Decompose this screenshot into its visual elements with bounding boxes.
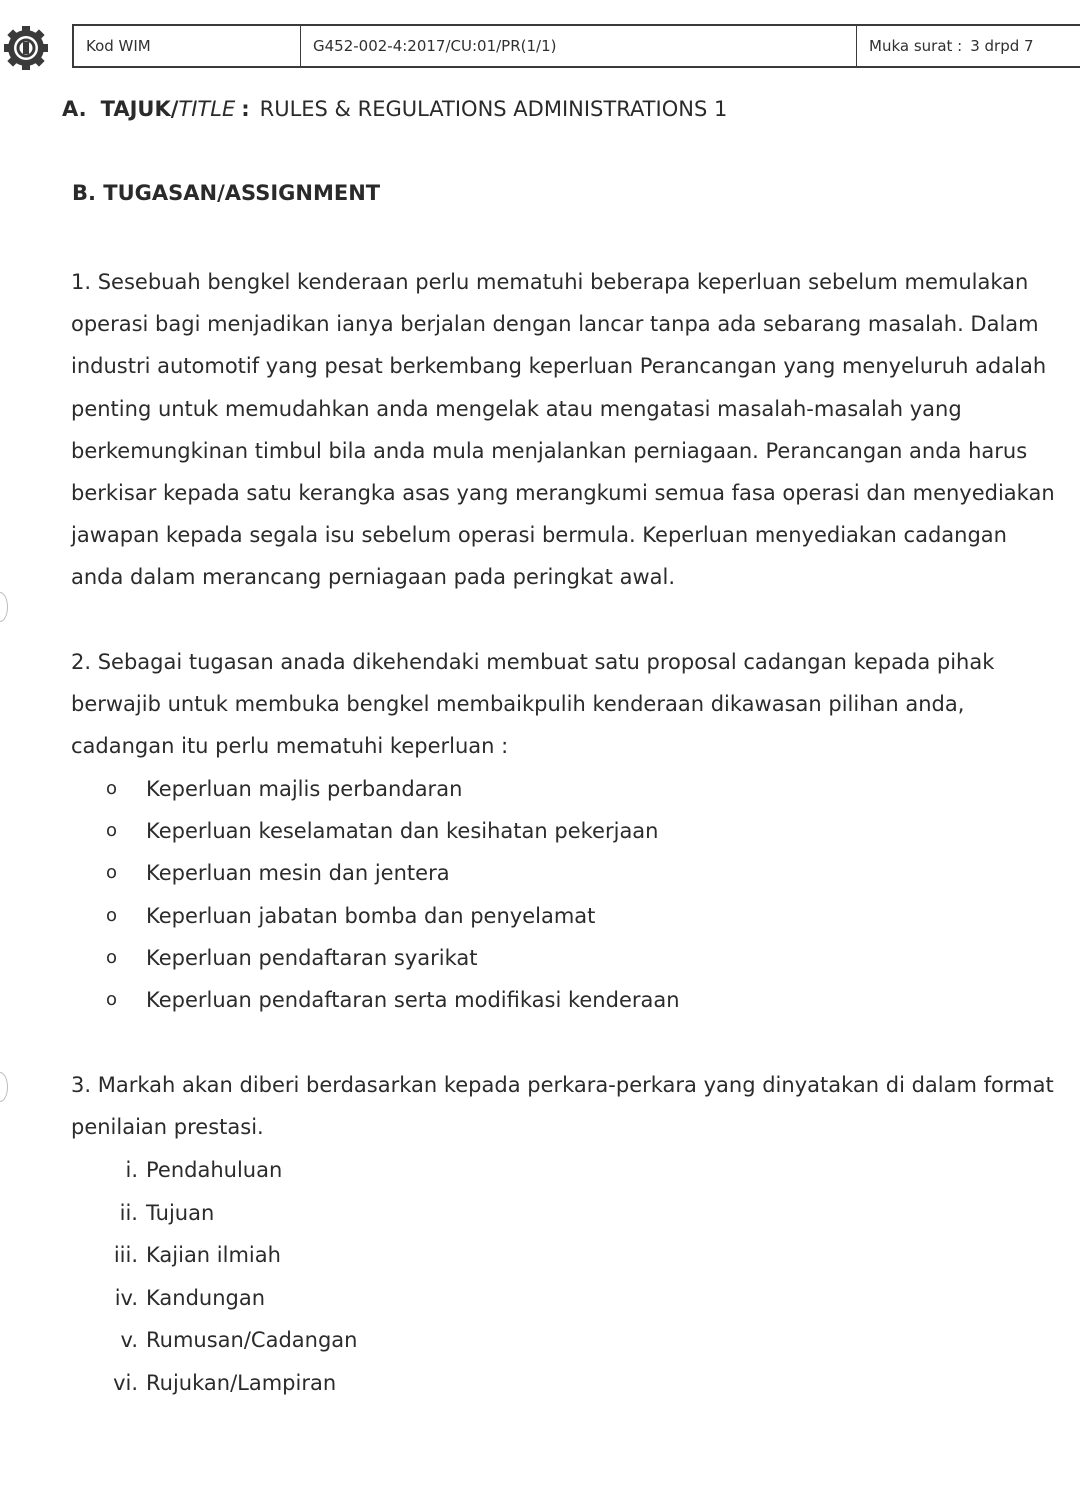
header-page-value: 3 drpd 7 xyxy=(970,37,1034,55)
list-item-text: Keperluan majlis perbandaran xyxy=(146,777,463,801)
header-code-cell xyxy=(301,26,857,66)
list-item xyxy=(98,1234,357,1277)
list-item xyxy=(98,1277,357,1320)
list-item xyxy=(98,1319,357,1362)
list-item xyxy=(98,1362,357,1405)
list-item-number: ii. xyxy=(119,1200,138,1225)
list-item xyxy=(98,1192,357,1235)
list-item xyxy=(98,1149,357,1192)
bullet-marker: o xyxy=(106,778,118,799)
header-document-code: G452-002-4:2017/CU:01/PR(1/1) xyxy=(313,37,557,55)
list-item-text: Rumusan/Cadangan xyxy=(146,1328,358,1353)
list-item xyxy=(106,852,680,894)
header-kod-label: Kod WIM xyxy=(86,37,151,55)
list-item xyxy=(106,810,680,852)
header-page-label: Muka surat : xyxy=(869,37,963,55)
list-item-text: Kajian ilmiah xyxy=(146,1243,281,1268)
header-page-cell xyxy=(857,26,1080,66)
list-item-text: Keperluan mesin dan jentera xyxy=(146,861,450,886)
list-item-number: iv. xyxy=(114,1285,138,1310)
list-item xyxy=(106,937,680,979)
bullet-marker: o xyxy=(106,946,118,968)
list-item-text: Keperluan keselamatan dan kesihatan pekerjaan xyxy=(146,819,659,844)
section-a-title: RULES & REGULATIONS ADMINISTRATIONS 1 xyxy=(259,97,728,121)
bullet-marker: o xyxy=(106,904,118,926)
list-item xyxy=(106,895,680,937)
section-a-letter: A. xyxy=(62,97,87,121)
list-item-text: Keperluan jabatan bomba dan penyelamat xyxy=(146,903,596,928)
list-item-text: Rujukan/Lampiran xyxy=(146,1370,337,1395)
paragraph-3: 3. Markah akan diberi berdasarkan kepada perkara-perkara yang dinyatakan di dalam format penilaian prestasi. xyxy=(71,1073,1054,1140)
bullet-marker: o xyxy=(106,862,118,884)
assessment-format-list xyxy=(98,1149,357,1405)
section-a-label-en: TITLE xyxy=(178,97,236,121)
section-a-label: TAJUK/ xyxy=(100,97,179,121)
binder-hole-mark xyxy=(0,592,8,622)
list-item-text: Kandungan xyxy=(146,1285,266,1310)
document-header-table xyxy=(72,24,1080,68)
list-item-number: v. xyxy=(120,1328,138,1353)
list-item xyxy=(106,768,680,810)
list-item-number: vi. xyxy=(113,1370,138,1395)
list-item xyxy=(106,979,680,1021)
list-item-text: Tujuan xyxy=(146,1200,215,1225)
list-item-text: Keperluan pendaftaran syarikat xyxy=(146,945,478,970)
bullet-marker: o xyxy=(106,820,118,842)
list-item-number: i. xyxy=(125,1158,138,1182)
requirements-list xyxy=(106,768,680,1021)
section-a-colon: : xyxy=(241,97,250,121)
institution-gear-logo-icon xyxy=(0,20,52,72)
list-item-text: Keperluan pendaftaran serta modifikasi kenderaan xyxy=(146,988,680,1013)
paragraph-2: 2. Sebagai tugasan anada dikehendaki membuat satu proposal cadangan kepada pihak berwajib untuk membuka bengkel membaikpulih kenderaan dikawasan pilihan anda, cadangan itu perlu mematuhi keperluan : xyxy=(71,650,995,759)
header-kod-cell xyxy=(74,26,301,66)
paragraph-1: 1. Sesebuah bengkel kenderaan perlu mematuhi beberapa keperluan sebelum memulakan operasi bagi menjadikan ianya berjalan dengan lancar tanpa ada sebarang masalah. Dalam industri automotif yang pesat berkembang keperluan Perancangan yang menyeluruh adalah penting untuk memudahkan anda mengelak atau mengatasi masalah-masalah yang berkemungkinan timbul bila anda mula menjalankan perniagaan. Perancangan anda harus berkisar kepada satu kerangka asas yang merangkumi semua fasa operasi dan menyediakan jawapan kepada segala isu sebelum operasi bermula. Keperluan menyediakan cadangan anda dalam merancang perniagaan pada peringkat awal. xyxy=(71,270,1055,590)
list-item-text: Pendahuluan xyxy=(146,1158,283,1182)
section-a-title-line xyxy=(62,97,727,121)
bullet-marker: o xyxy=(106,989,118,1011)
binder-hole-mark xyxy=(0,1072,8,1102)
list-item-number: iii. xyxy=(113,1243,138,1268)
section-b-heading: B. TUGASAN/ASSIGNMENT xyxy=(72,181,381,205)
